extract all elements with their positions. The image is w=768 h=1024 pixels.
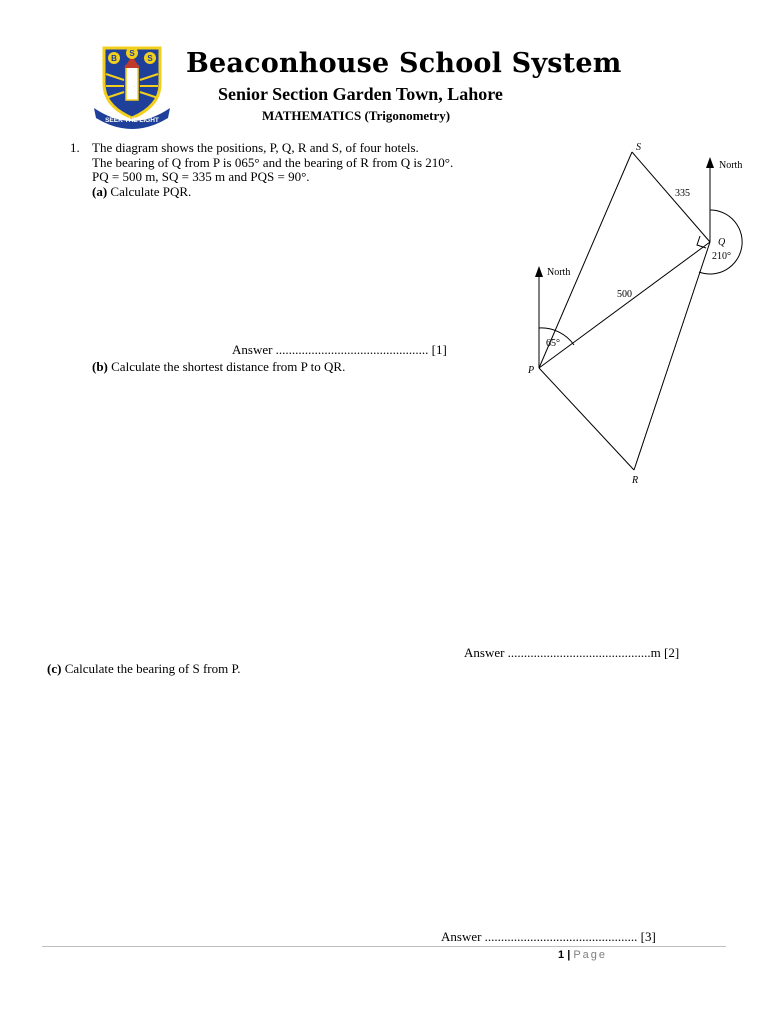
line-pr xyxy=(539,368,634,470)
length-pq: 500 xyxy=(617,289,632,300)
page-separator: | xyxy=(567,949,571,961)
label-p: P xyxy=(528,365,535,376)
length-sq: 335 xyxy=(675,188,690,199)
angle-q-label: 210° xyxy=(712,251,731,262)
question-line-2: The bearing of Q from P is 065° and the bearing of R from Q is 210°. xyxy=(92,154,454,170)
part-b-label: (b) xyxy=(92,359,108,374)
north-arrow-q xyxy=(706,157,714,168)
subject-title: MATHEMATICS (Trigonometry) xyxy=(262,108,451,123)
part-b xyxy=(92,359,345,375)
line-ps xyxy=(539,152,632,368)
logo-motto: SEEK THE LIGHT xyxy=(105,117,159,124)
logo-letter-b: B xyxy=(111,54,117,63)
label-s: S xyxy=(636,142,641,153)
label-r: R xyxy=(632,475,639,486)
part-c xyxy=(47,661,241,677)
question-line-1: The diagram shows the positions, P, Q, R and S, of four hotels. xyxy=(92,140,419,155)
logo-letter-s2: S xyxy=(147,54,153,63)
north-arrow-p xyxy=(535,266,543,277)
part-a xyxy=(70,185,453,200)
part-c-text: Calculate the bearing of S from P. xyxy=(64,661,241,676)
footer-divider xyxy=(42,946,726,947)
logo-letter-s1: S xyxy=(129,49,135,58)
page-word: Page xyxy=(573,949,608,961)
question-1 xyxy=(70,141,453,199)
north-label-q: North xyxy=(719,160,743,171)
school-name: Beaconhouse School System xyxy=(186,48,622,79)
line-sq xyxy=(632,152,710,242)
question-line-3: PQ = 500 m, SQ = 335 m and PQS = 90°. xyxy=(92,169,310,184)
hotel-bearings-diagram xyxy=(520,135,760,490)
school-subtitle: Senior Section Garden Town, Lahore xyxy=(218,84,503,104)
line-pq xyxy=(539,242,710,368)
page-number-value: 1 xyxy=(558,949,565,961)
part-a-label: (a) xyxy=(92,183,108,199)
part-a-text: Calculate PQR. xyxy=(110,183,192,199)
label-q: Q xyxy=(718,237,726,248)
question-number: 1. xyxy=(70,140,80,155)
part-b-answer: Answer ............................................m [2] xyxy=(464,645,680,660)
part-c-answer: Answer ............................................... [3] xyxy=(441,929,656,944)
part-c-label: (c) xyxy=(47,661,62,676)
page-number xyxy=(558,949,607,961)
part-a-answer: Answer ............................................... [1] xyxy=(232,342,447,357)
school-logo xyxy=(92,44,172,130)
part-b-text: Calculate the shortest distance from P to QR. xyxy=(111,359,346,374)
north-label-p: North xyxy=(547,267,571,278)
angle-p-label: 65° xyxy=(546,338,560,349)
line-qr xyxy=(634,242,710,470)
